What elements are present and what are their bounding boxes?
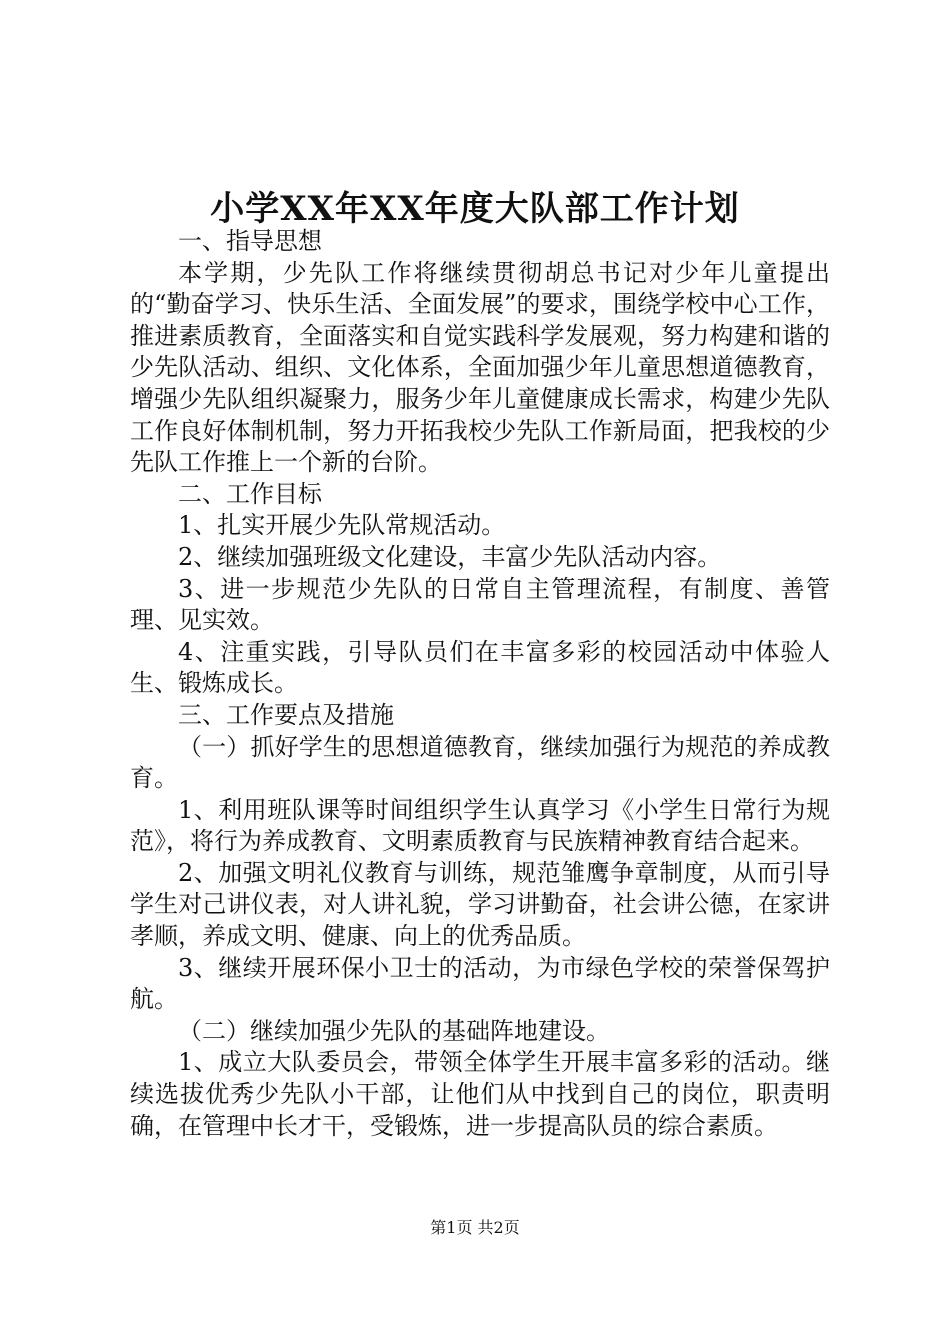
document-body — [130, 226, 830, 1142]
section-heading: 一、指导思想 — [178, 227, 322, 255]
paragraph: 本学期，少先队工作将继续贯彻胡总书记对少年儿童提出的“勤奋学习、快乐生活、全面发展”的要求，围绕学校中心工作，推进素质教育，全面落实和自觉实践科学发展观，努力构建和谐的少先队活动、组织、文化体系，全面加强少年儿童思想道德教育，增强少先队组织凝聚力，服务少年儿童健康成长需求，构建少先队工作良好体制机制，努力开拓我校少先队工作新局面，把我校的少先队工作推上一个新的台阶。 — [130, 258, 830, 477]
list-item: 3、进一步规范少先队的日常自主管理流程，有制度、善管理、见实效。 — [130, 574, 830, 635]
list-item: 1、利用班队课等时间组织学生认真学习《小学生日常行为规范》，将行为养成教育、文明素质教育与民族精神教育结合起来。 — [130, 795, 830, 856]
list-item: 2、加强文明礼仪教育与训练，规范雏鹰争章制度，从而引导学生对己讲仪表，对人讲礼貌，学习讲勤奋，社会讲公德，在家讲孝顺，养成文明、健康、向上的优秀品质。 — [130, 858, 830, 951]
subsection-heading: （一）抓好学生的思想道德教育，继续加强行为规范的养成教育。 — [130, 732, 830, 793]
section-heading: 二、工作目标 — [178, 479, 322, 508]
subsection-heading: （二）继续加强少先队的基础阵地建设。 — [178, 1016, 610, 1045]
section-heading: 三、工作要点及措施 — [178, 700, 394, 729]
document-title: 小学XX年XX年度大队部工作计划 — [210, 189, 740, 229]
list-item: 3、继续开展环保小卫士的活动，为市绿色学校的荣誉保驾护航。 — [130, 953, 830, 1014]
list-item: 2、继续加强班级文化建设，丰富少先队活动内容。 — [178, 542, 722, 571]
list-item: 1、扎实开展少先队常规活动。 — [178, 511, 506, 540]
list-item: 1、成立大队委员会，带领全体学生开展丰富多彩的活动。继续选拔优秀少先队小干部，让他们从中找到自己的岗位，职责明确，在管理中长才干，受锻炼，进一步提高队员的综合素质。 — [130, 1048, 830, 1140]
page-number-footer: 第1页 共2页 — [430, 1218, 520, 1237]
list-item: 4、注重实践，引导队员们在丰富多彩的校园活动中体验人生、锻炼成长。 — [130, 637, 830, 698]
